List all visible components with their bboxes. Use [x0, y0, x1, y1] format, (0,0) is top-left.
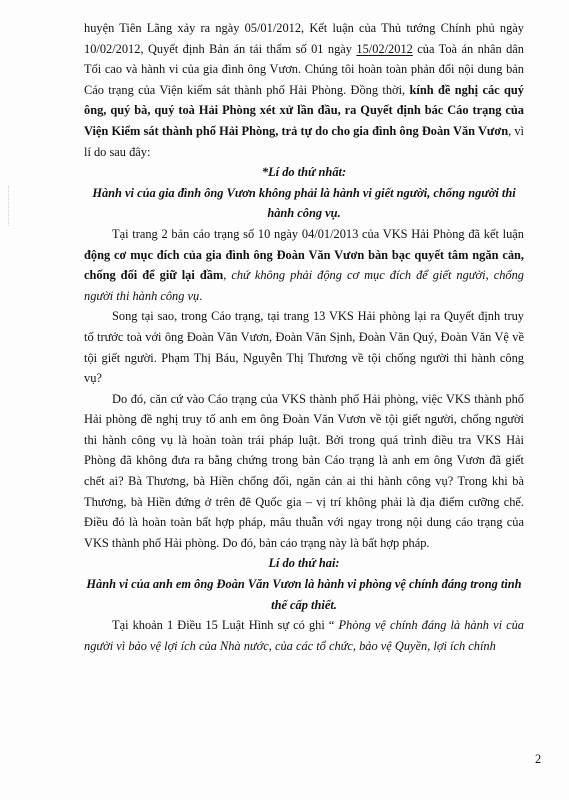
- text-run: chứ không phải động cơ mục đích để giết người, chống người thi hành công vụ: [84, 268, 524, 303]
- reason-2-heading: Hành vi của anh em ông Đoàn Văn Vươn là hành vi phòng vệ chính đáng trong tình thế cấp thiết.: [86, 577, 522, 612]
- text-run: huyện Tiên Lãng xảy ra ngày 05/01/2012, Kết luận của Thủ tướng Chính phủ ngày 10/02/2012, Quyết định Bản án tái thẩm số 01 ngày: [84, 21, 524, 56]
- text-run: 15/02/2012: [356, 41, 413, 56]
- paragraph-conclusion: Do đó, căn cứ vào Cáo trạng của VKS thành phố Hải phòng, việc VKS thành phố Hải phòng đề nghị truy tố anh em ông Đoàn Văn Vươn về tội giết người, chống người thi hành công vụ là hoàn toàn trái pháp luật. Bởi trong quá trình điều tra VKS Hải Phòng đã không đưa ra bằng chứng trong bản Cáo trạng là anh em ông Vươn đã giết chết ai? Bà Thương, bà Hiền chống đối, ngăn cản ai thi hành công vụ? Trong khi bà Thương, bà Hiền đứng ở trên đê Quốc gia – vị trí không phải là địa điểm cưỡng chế. Điều đó là hoàn toàn bất hợp pháp, mâu thuẫn với ngay trong nội dung cáo trạng của VKS thành phố Hải phòng. Do đó, bản cáo trạng này là bất hợp pháp.: [84, 391, 524, 550]
- paragraph-indictment-page-13: Song tại sao, trong Cáo trạng, tại trang 13 VKS Hải phòng lại ra Quyết định truy tố trước toà với ông Đoàn Văn Vươn, Đoàn Văn Sịnh, Đoàn Văn Quý, Đoàn Văn Vệ về tội giết người. Phạm Thị Báu, Nguyễn Thị Thương về tội chống người thi hành công vụ?: [84, 309, 524, 386]
- text-run: động cơ mục đích của gia đình ông Đoàn Văn Vươn bàn bạc quyết tâm ngăn cản, chống đối để giữ lại đầm: [84, 247, 524, 283]
- text-run: kính đề nghị các quý ông, quý bà, quý toà Hải Phòng xét xử lần đầu, ra Quyết định bác Cáo trạng của Viện Kiểm sát thành phố Hải Phòng, trả tự do cho gia đình ông Đoàn Văn Vươn: [84, 82, 524, 138]
- margin-mark: [8, 186, 23, 226]
- document-body: [84, 18, 524, 656]
- reason-1-heading: Hành vi của gia đình ông Vươn không phải là hành vi giết người, chống người thi hành công vụ.: [92, 185, 516, 221]
- text-run: , vì lí do sau đây:: [84, 123, 524, 159]
- reason-2-title: Lí do thứ hai:: [268, 556, 340, 571]
- text-run: .: [199, 288, 203, 303]
- text-run: Tại trang 2 bản cáo trạng số 10 ngày 04/01/2013 của VKS Hải Phòng đã kết luận: [112, 226, 524, 241]
- reason-1-title: *Lí do thứ nhất:: [261, 165, 347, 180]
- text-run: ,: [223, 268, 232, 283]
- text-run: của Toà án nhân dân Tối cao và hành vi của gia đình ông Vươn. Chúng tôi hoàn toàn phản đối nội dung bản Cáo trạng của Viện kiểm sát thành phố Hải Phòng. Đồng thời,: [84, 41, 524, 97]
- text-run: Tại khoản 1 Điều 15 Luật Hình sự có ghi “: [112, 618, 339, 633]
- paragraph-criminal-law: [84, 615, 524, 656]
- page-number: 2: [535, 752, 542, 766]
- paragraph-intro: [84, 18, 524, 162]
- text-run: Phòng vệ chính đáng là hành vi của người vì bảo vệ lợi ích của Nhà nước, của các tổ chức, bảo vệ Quyền, lợi ích chính: [84, 618, 525, 653]
- paragraph-indictment-page-2: [84, 224, 524, 306]
